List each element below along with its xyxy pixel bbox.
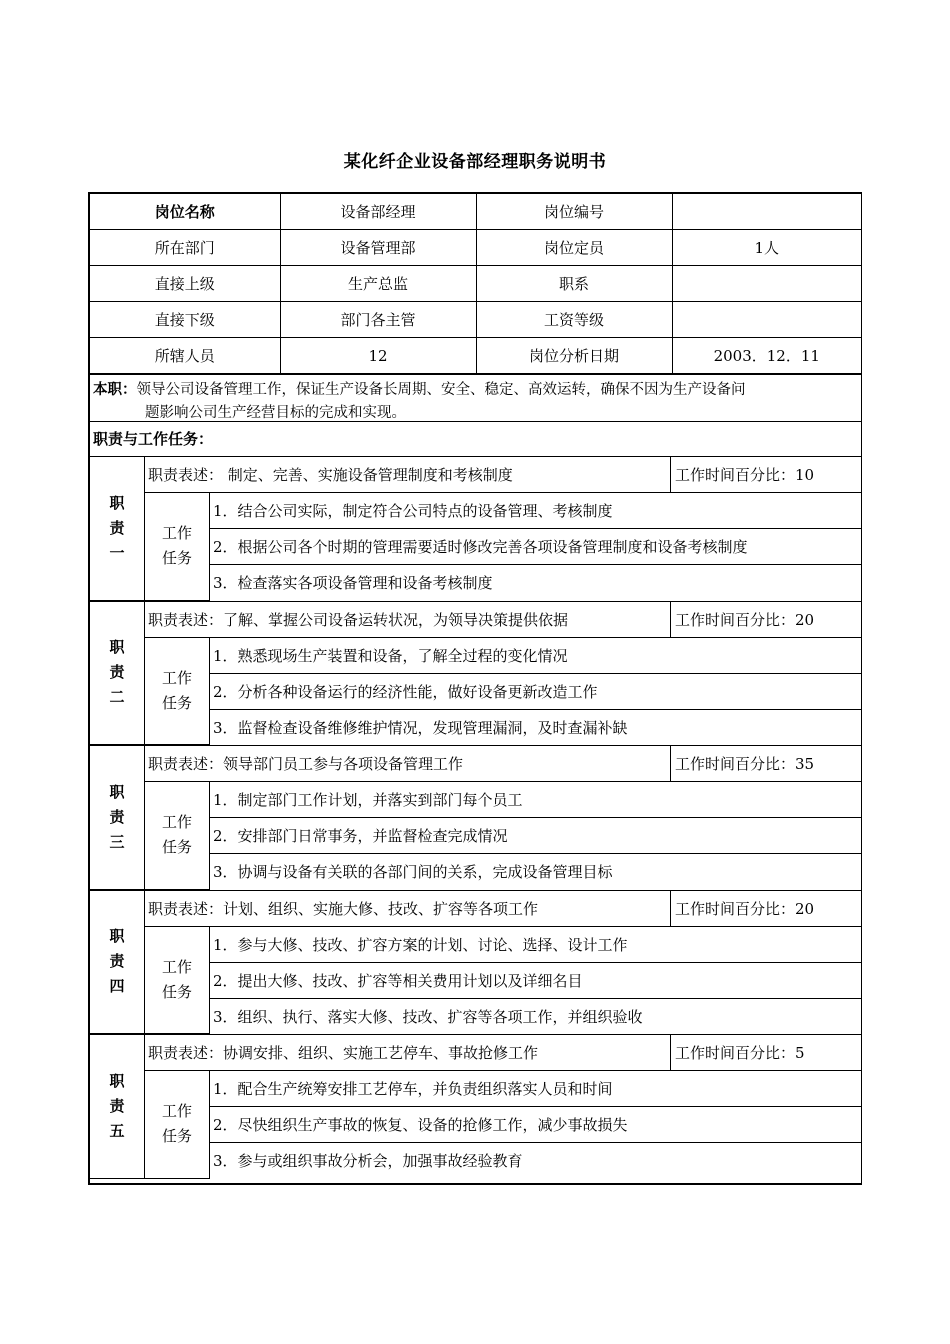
duty-desc-row (90, 1035, 861, 1071)
task-item: 1．制定部门工作计划，并落实到部门每个员工 (210, 782, 862, 818)
task-label (145, 782, 210, 890)
duty-table (90, 457, 861, 601)
info-value (672, 302, 861, 338)
info-label: 直接下级 (90, 302, 280, 338)
task-label-line: 工作 (161, 957, 192, 976)
duty-title (90, 1035, 145, 1178)
task-label (145, 926, 210, 1034)
task-item: 1．熟悉现场生产装置和设备，了解全过程的变化情况 (210, 637, 862, 673)
document-title: 某化纤企业设备部经理职务说明书 (343, 152, 607, 172)
duty-description: 职责表述：协调安排、组织、实施工艺停车、事故抢修工作 (145, 1035, 671, 1071)
info-row (90, 230, 861, 266)
duty-title-char: 四 (109, 977, 125, 996)
task-item: 2．安排部门日常事务，并监督检查完成情况 (210, 818, 862, 854)
duty-block (90, 890, 861, 1035)
duty-description: 职责表述：领导部门员工参与各项设备管理工作 (145, 746, 671, 782)
task-row (90, 926, 861, 962)
duty-time-percent: 工作时间百分比：10 (671, 457, 862, 493)
task-label-line: 工作 (161, 813, 192, 832)
duty-desc-row (90, 602, 861, 638)
task-item: 3．检查落实各项设备管理和设备考核制度 (210, 565, 862, 601)
task-label-line: 工作 (161, 1102, 192, 1121)
info-value: 设备部经理 (280, 194, 476, 230)
info-label: 直接上级 (90, 266, 280, 302)
duty-title-char: 三 (109, 832, 125, 851)
duty-title-char: 责 (109, 518, 125, 537)
duty-title-char: 五 (109, 1121, 125, 1140)
info-label: 岗位名称 (90, 194, 280, 230)
duty-title-char: 职 (109, 1071, 125, 1090)
duty-title (90, 457, 145, 600)
duty-title-char: 责 (109, 1096, 125, 1115)
duty-time-percent: 工作时间百分比：35 (671, 746, 862, 782)
info-row (90, 302, 861, 338)
task-label-line: 工作 (161, 668, 192, 687)
info-value: 1人 (672, 230, 861, 266)
duty-title (90, 602, 145, 745)
task-item: 1．结合公司实际，制定符合公司特点的设备管理、考核制度 (210, 493, 862, 529)
duty-title-char: 二 (109, 688, 125, 707)
info-label: 岗位定员 (476, 230, 672, 266)
duty-title-char: 一 (109, 543, 125, 562)
task-label-line: 任务 (161, 693, 192, 712)
duty-desc-row (90, 891, 861, 927)
info-label: 岗位编号 (476, 194, 672, 230)
duty-title-char: 责 (109, 663, 125, 682)
info-value: 生产总监 (280, 266, 476, 302)
duty-title (90, 746, 145, 889)
info-value (672, 194, 861, 230)
task-row (90, 493, 861, 529)
info-value (672, 266, 861, 302)
duty-description: 职责表述：计划、组织、实施大修、技改、扩容等各项工作 (145, 891, 671, 927)
duty-table (90, 891, 861, 1035)
core-duty-text-line1: 领导公司设备管理工作，保证生产设备长周期、安全、稳定、高效运转，确保不因为生产设备问 (136, 382, 746, 398)
task-item: 3．组织、执行、落实大修、技改、扩容等各项工作，并组织验收 (210, 998, 862, 1034)
task-item: 3．监督检查设备维修维护情况，发现管理漏洞，及时查漏补缺 (210, 709, 862, 745)
duty-time-percent: 工作时间百分比：20 (671, 891, 862, 927)
task-row (90, 782, 861, 818)
task-item: 2．根据公司各个时期的管理需要适时修改完善各项设备管理制度和设备考核制度 (210, 529, 862, 565)
info-row (90, 194, 861, 230)
info-label: 工资等级 (476, 302, 672, 338)
duty-block (90, 601, 861, 746)
task-item: 2．提出大修、技改、扩容等相关费用计划以及详细名目 (210, 962, 862, 998)
info-row (90, 266, 861, 302)
task-item: 3．协调与设备有关联的各部门间的关系，完成设备管理目标 (210, 854, 862, 890)
task-row (90, 1071, 861, 1107)
task-label-line: 任务 (161, 1127, 192, 1146)
task-item: 2．尽快组织生产事故的恢复、设备的抢修工作，减少事故损失 (210, 1107, 862, 1143)
info-label: 所辖人员 (90, 338, 280, 374)
duty-title-char: 职 (109, 927, 125, 946)
info-label: 职系 (476, 266, 672, 302)
duty-table (90, 1035, 861, 1179)
duty-title-char: 职 (109, 493, 125, 512)
info-value: 设备管理部 (280, 230, 476, 266)
duty-block (90, 456, 861, 601)
task-label (145, 1071, 210, 1179)
info-value: 12 (280, 338, 476, 374)
task-label-line: 任务 (161, 549, 192, 568)
duty-block (90, 1034, 861, 1179)
duty-title-char: 责 (109, 952, 125, 971)
task-label-line: 任务 (161, 982, 192, 1001)
duty-time-percent: 工作时间百分比：20 (671, 602, 862, 638)
job-description-table (88, 192, 862, 1185)
task-item: 2．分析各种设备运行的经济性能，做好设备更新改造工作 (210, 673, 862, 709)
duty-title-char: 职 (109, 782, 125, 801)
duty-description: 职责表述： 制定、完善、实施设备管理制度和考核制度 (145, 457, 671, 493)
task-label-line: 任务 (161, 838, 192, 857)
duty-table (90, 602, 861, 746)
info-value: 部门各主管 (280, 302, 476, 338)
duty-title-char: 职 (109, 638, 125, 657)
core-duty-section (90, 374, 861, 421)
task-label (145, 493, 210, 601)
duties-list (90, 456, 861, 1179)
core-duty-text-line2: 题影响公司生产经营目标的完成和实现。 (145, 405, 406, 421)
task-row (90, 637, 861, 673)
info-label: 岗位分析日期 (476, 338, 672, 374)
duty-title (90, 891, 145, 1034)
task-label-line: 工作 (161, 524, 192, 543)
info-label: 所在部门 (90, 230, 280, 266)
duty-table (90, 746, 861, 890)
duty-time-percent: 工作时间百分比：5 (671, 1035, 862, 1071)
duty-desc-row (90, 746, 861, 782)
duty-description: 职责表述：了解、掌握公司设备运转状况，为领导决策提供依据 (145, 602, 671, 638)
task-item: 1．配合生产统筹安排工艺停车，并负责组织落实人员和时间 (210, 1071, 862, 1107)
core-duty-label: 本职： (93, 382, 137, 398)
task-item: 1．参与大修、技改、扩容方案的计划、讨论、选择、设计工作 (210, 926, 862, 962)
basic-info-table (90, 194, 861, 374)
duty-title-char: 责 (109, 807, 125, 826)
task-label (145, 637, 210, 745)
task-item: 3．参与或组织事故分析会，加强事故经验教育 (210, 1143, 862, 1179)
duty-block (90, 745, 861, 890)
info-row (90, 338, 861, 374)
info-value: 2003．12．11 (672, 338, 861, 374)
duties-header: 职责与工作任务： (90, 421, 861, 456)
duty-desc-row (90, 457, 861, 493)
